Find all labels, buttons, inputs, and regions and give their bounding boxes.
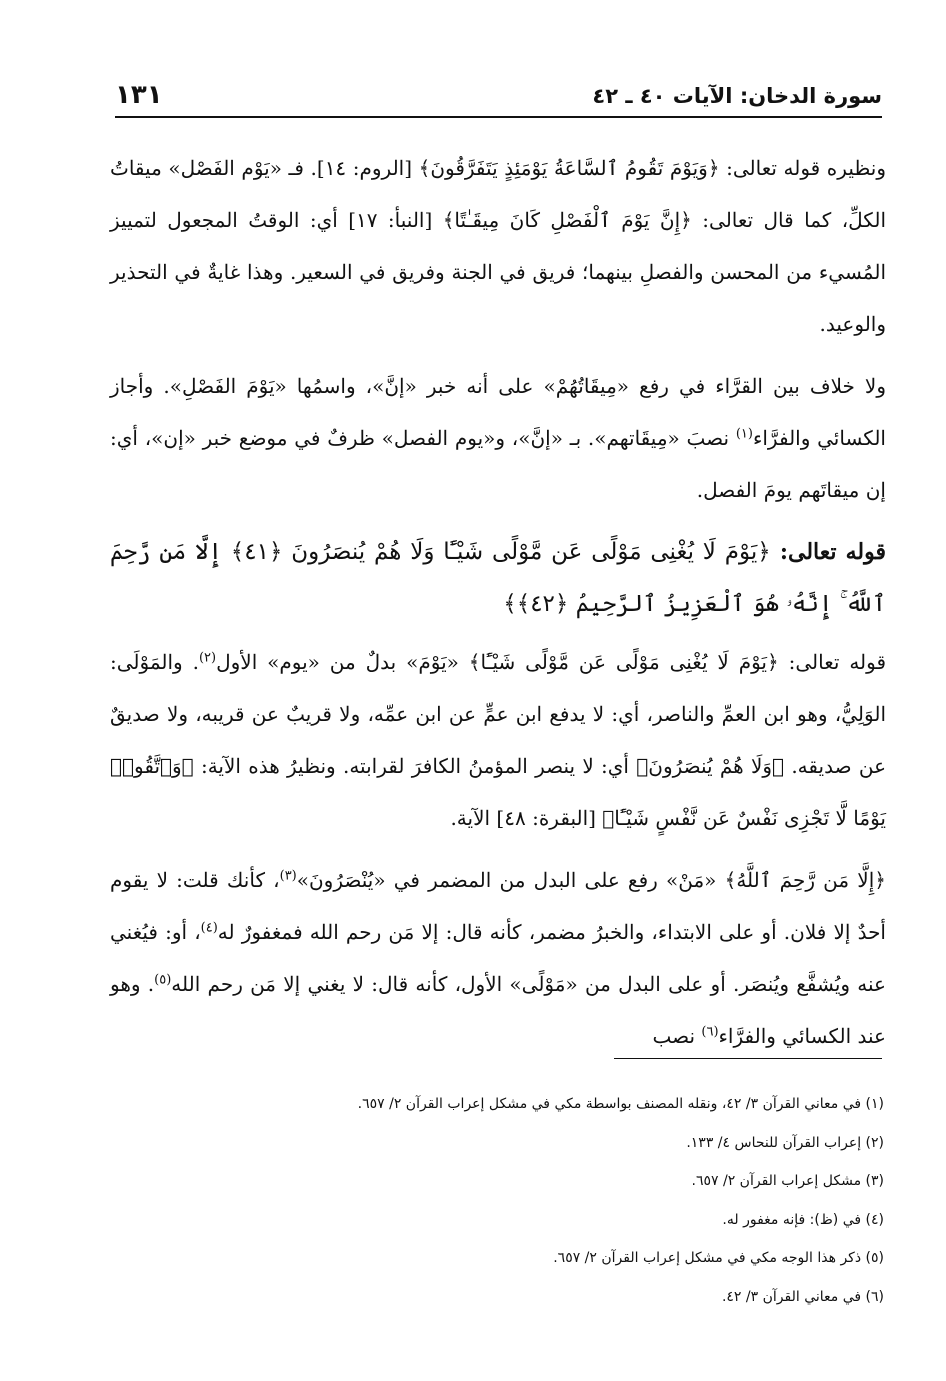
page-header: [115, 66, 882, 118]
verse-intro: قوله تعالى:: [770, 539, 886, 565]
quran-quote: ﴿إِلَّا مَن رَّحِمَ ٱللَّهُ﴾: [724, 868, 886, 892]
main-text: [110, 142, 886, 1072]
footnote-6: (٦) في معاني القرآن ٣/ ٤٢.: [721, 1288, 884, 1305]
paragraph-4: ﴿إِلَّا مَن رَّحِمَ ٱللَّهُ﴾ «مَنْ» رفع على البدل من المضمر في «يُنْصَرُونَ»$^{(٣)}$، كأنك قلت: لا يقوم أحدٌ إلا فلان. أو على الابتداء، والخبرُ مضمر، كأنه قال: إلا مَن رحم الله فمغفورٌ له$^{(٤)}$، أو: فيُغني عنه ويُشفَّع ويُنصَر. أو على البدل من «مَوْلًى» الأول، كأنه قال: لا يغني إلا مَن رحم الله$^{(٥)}$. وهو عند الكسائي والفرَّاء$^{(٦)}$ نصب: [110, 868, 886, 1048]
footnote-ref: (٢): [198, 650, 217, 666]
footnote-ref: (٤): [200, 920, 218, 936]
footnote-divider: [614, 1058, 882, 1059]
quran-quote: ﴿وَٱتَّقُوا۟ يَوْمًا لَّا تَجْزِى نَفْسٌ عَن نَّفْسٍ شَيْـًٔا﴾: [110, 754, 886, 830]
footnote-ref: (٣): [279, 868, 297, 884]
footnote-5: (٥) ذكر هذا الوجه مكي في مشكل إعراب القرآن ٢/ ٦٥٧.: [553, 1250, 884, 1266]
quran-verse: ﴿يَوْمَ لَا يُغْنِى مَوْلًى عَن مَّوْلًى شَيْـًٔا وَلَا هُمْ يُنصَرُونَ ﴿٤١﴾ إِلَّا مَن رَّحِمَ ٱللَّهُ ۚ إِنَّهُۥ هُوَ ٱلْعَزِيزُ ٱلرَّحِيمُ ﴿٤٢﴾﴾: [110, 539, 886, 617]
footnote-4: (٤) في (ظ): فإنه مغفور له.: [722, 1211, 884, 1228]
footnotes: [180, 1092, 884, 1323]
page-number: ١٣١: [115, 80, 163, 110]
quran-quote: ﴿يَوْمَ لَا يُغْنِى مَوْلًى عَن مَّوْلًى شَيْـًٔا﴾: [468, 650, 779, 674]
footnote-1: (١) في معاني القرآن ٣/ ٤٢، ونقله المصنف بواسطة مكي في مشكل إعراب القرآن ٢/ ٦٥٧.: [357, 1096, 884, 1112]
footnote-2: (٢) إعراب القرآن للنحاس ٤/ ١٣٣.: [686, 1134, 884, 1151]
paragraph-2: ولا خلاف بين القرَّاء في رفع «مِيقَاتُهُمْ» على أنه خبر «إنَّ»، واسمُها «يَوْمَ الفَصْلِ». وأجاز الكسائي والفرَّاء$^{(١)}$ نصبَ «مِيقَاتهم». بـ «إنَّ»، و«يوم الفصل» ظرفٌ في موضع خبر «إن»، أي: إن ميقاتَهم يومَ الفصل.: [110, 374, 886, 502]
footnote-3: (٣) مشكل إعراب القرآن ٢/ ٦٥٧.: [691, 1173, 884, 1189]
footnote-ref: (٥): [154, 972, 172, 988]
paragraph-1: ونظيره قوله تعالى: ﴿وَيَوْمَ تَقُومُ ٱلسَّاعَةُ يَوْمَئِذٍ يَتَفَرَّقُونَ﴾ [الروم: ١٤]. فـ «يَوْم الفَصْل» ميقاتُ الكلِّ، كما قال تعالى: ﴿إِنَّ يَوْمَ ٱلْفَصْلِ كَانَ مِيقَـٰتًا﴾ [النبأ: ١٧] أي: الوقتُ المجعول لتمييز المُسيء من المحسن والفصلِ بينهما؛ فريق في الجنة وفريق في السعير. وهذا غايةٌ في التحذير والوعيد.: [110, 156, 886, 336]
footnote-ref: (٦): [701, 1024, 719, 1040]
footnote-ref: (١): [735, 426, 753, 442]
verse-heading: [110, 526, 886, 630]
quran-quote: ﴿إِنَّ يَوْمَ ٱلْفَصْلِ كَانَ مِيقَـٰتًا﴾: [442, 208, 692, 232]
quran-quote: ﴿وَلَا هُمْ يُنصَرُونَ﴾: [636, 754, 785, 778]
paragraph-3: قوله تعالى: ﴿يَوْمَ لَا يُغْنِى مَوْلًى عَن مَّوْلًى شَيْـًٔا﴾ «يَوْمَ» بدلٌ من «يوم» الأول$^{(٢)}$. والمَوْلَى: الوَلِيُّ، وهو ابن العمِّ والناصر، أي: لا يدفع ابن عمٍّ عن ابن عمِّه، ولا قريبٌ عن قريبه، ولا صديقٌ عن صديقه. ﴿وَلَا هُمْ يُنصَرُونَ﴾ أي: لا ينصر المؤمنُ الكافرَ لقرابته. ونظيرُ هذه الآية: ﴿وَٱتَّقُوا۟ يَوْمًا لَّا تَجْزِى نَفْسٌ عَن نَّفْسٍ شَيْـًٔا﴾ [البقرة: ٤٨] الآية.: [110, 650, 887, 830]
quran-quote: ﴿وَيَوْمَ تَقُومُ ٱلسَّاعَةُ يَوْمَئِذٍ يَتَفَرَّقُونَ﴾: [418, 156, 720, 180]
running-title: سورة الدخان: الآيات ٤٠ ـ ٤٢: [592, 84, 882, 108]
